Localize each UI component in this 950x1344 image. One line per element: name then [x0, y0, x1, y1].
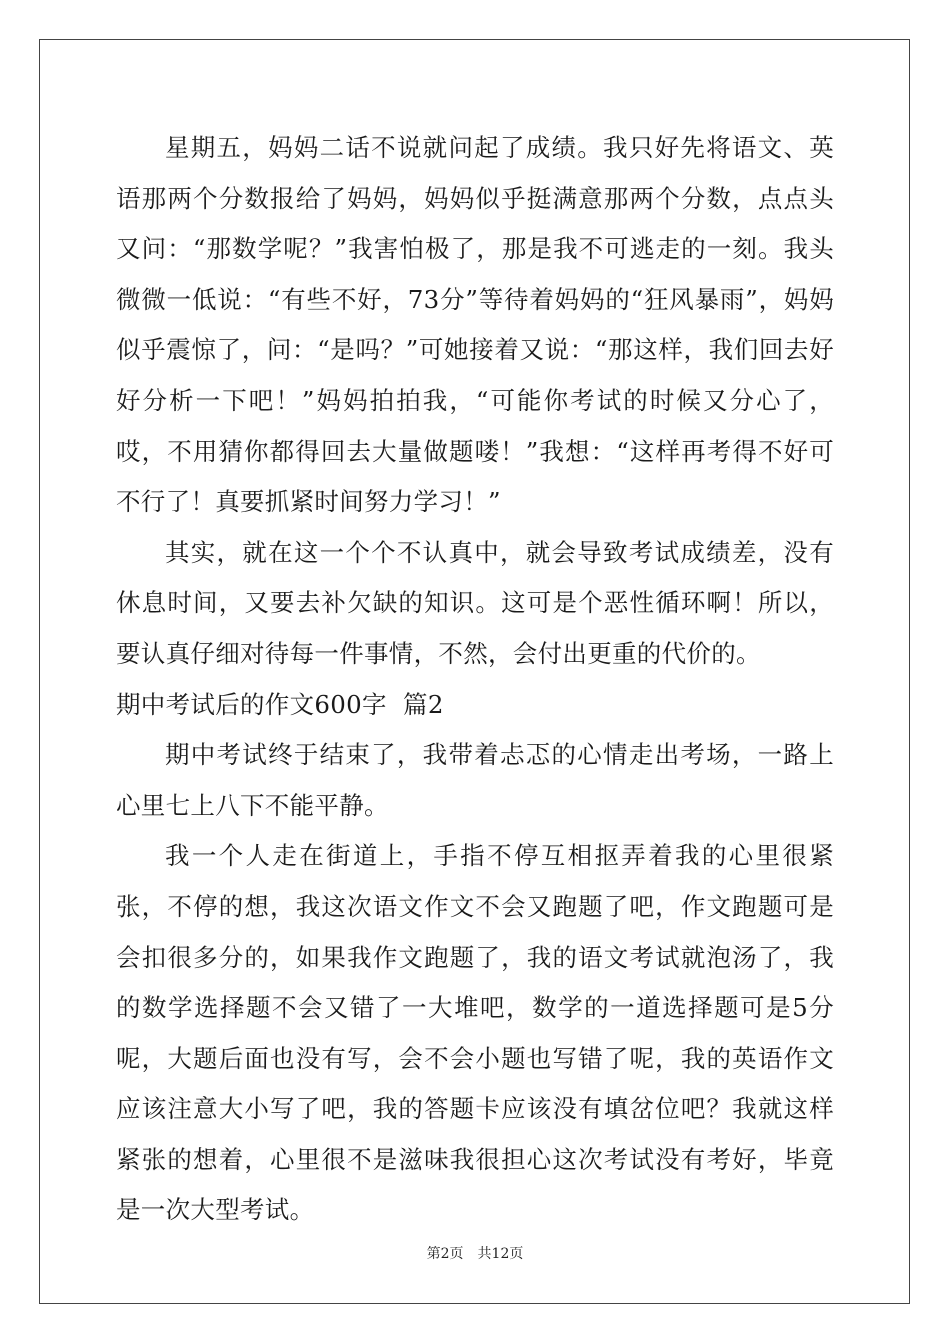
- section-heading: 期中考试后的作文600字 篇2: [116, 689, 444, 719]
- paragraph: 我一个人走在街道上，手指不停互相抠弄着我的心里很紧张，不停的想，我这次语文作文不会又跑题了吧，作文跑题可是会扣很多分的，如果我作文跑题了，我的语文考试就泡汤了，我的数学选择题不会又错了一大堆吧，数学的一道选择题可是5分呢，大题后面也没有写，会不会小题也写错了呢，我的英语作文应该注意大小写了吧，我的答题卡应该没有填岔位吧？我就这样紧张的想着，心里很不是滋味我很担心这次考试没有考好，毕竟是一次大型考试。: [116, 841, 835, 1225]
- paragraph: 其实，就在这一个个不认真中，就会导致考试成绩差，没有休息时间，又要去补欠缺的知识。这可是个恶性循环啊！所以，要认真仔细对待每一件事情，不然，会付出更重的代价的。: [116, 537, 834, 668]
- paragraph: 期中考试终于结束了，我带着忐忑的心情走出考场，一路上心里七上八下不能平静。: [116, 740, 834, 820]
- page-total: 共12页: [477, 1246, 524, 1262]
- page-footer: [0, 1244, 950, 1264]
- page-number: 第2页: [426, 1246, 464, 1262]
- paragraph: 星期五，妈妈二话不说就问起了成绩。我只好先将语文、英语那两个分数报给了妈妈，妈妈似乎挺满意那两个分数，点点头又问：“那数学呢？”我害怕极了，那是我不可逃走的一刻。我头微微一低说：“有些不好，73分”等待着妈妈的“狂风暴雨”，妈妈似乎震惊了，问：“是吗？”可她接着又说：“那这样，我们回去好好分析一下吧！”妈妈拍拍我，“可能你考试的时候又分心了，哎，不用猜你都得回去大量做题喽！”我想：“这样再考得不好可不行了！真要抓紧时间努力学习！”: [116, 133, 834, 517]
- document-body: [116, 123, 834, 1236]
